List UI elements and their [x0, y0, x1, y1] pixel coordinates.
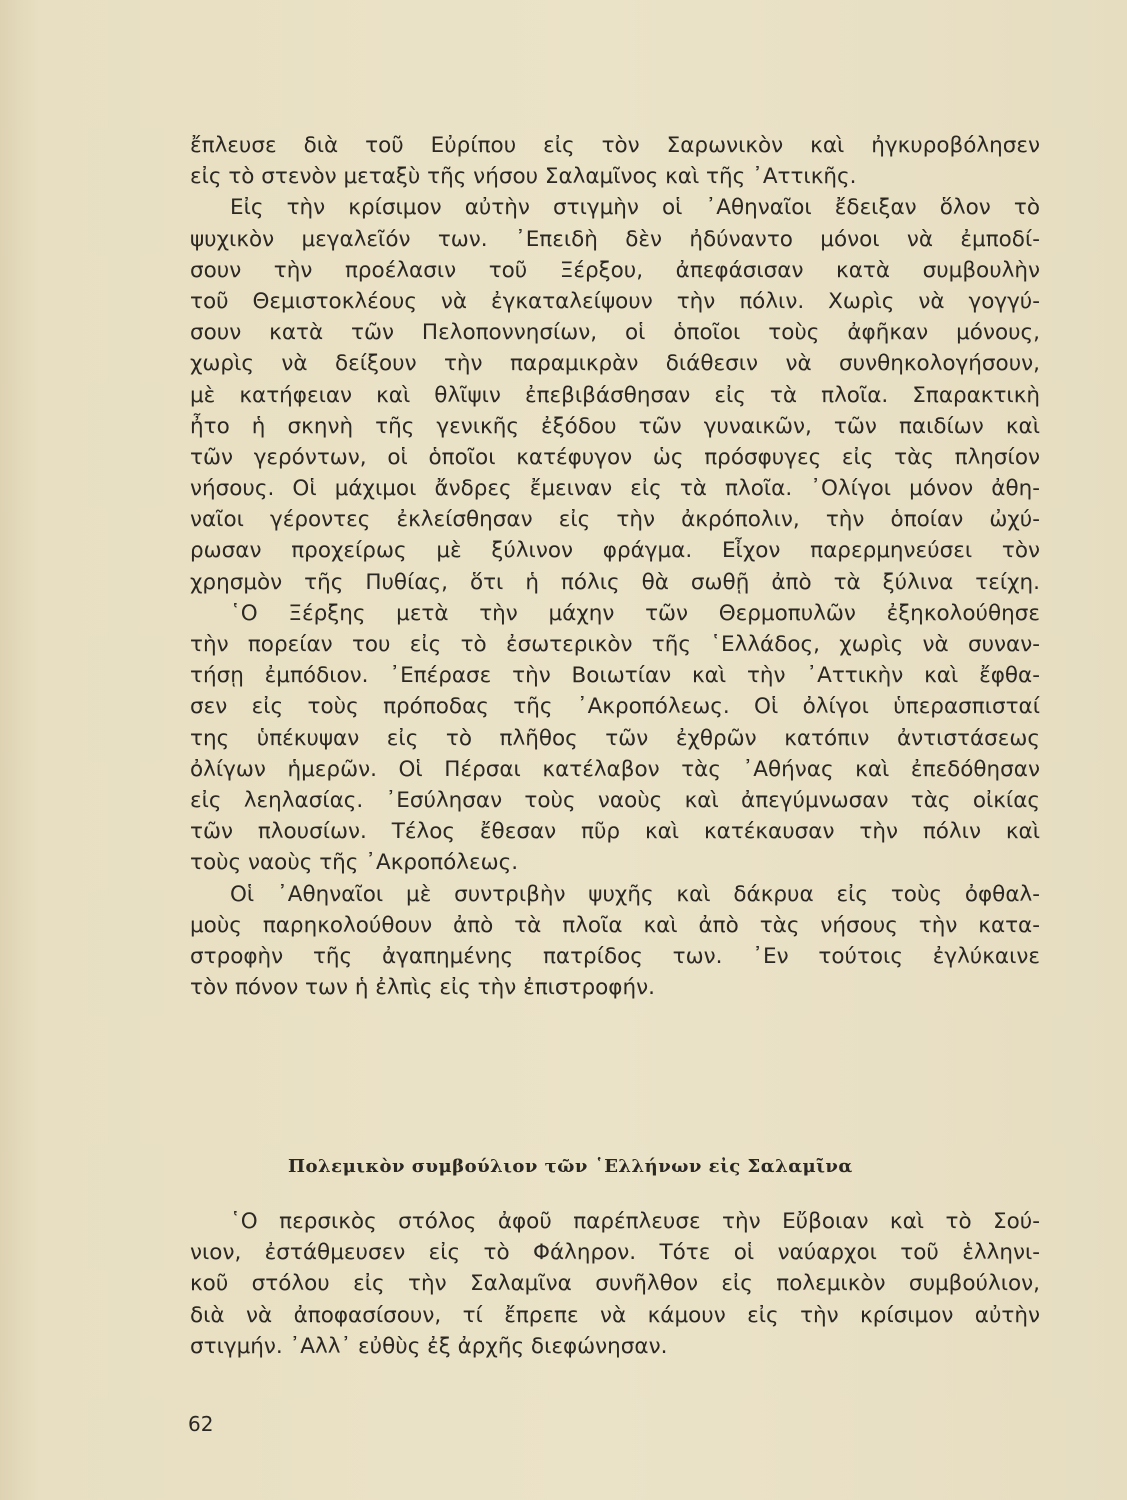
text-line: ψυχικὸν μεγαλεῖόν των. ᾿Επειδὴ δὲν ἠδύναντο μόνοι νὰ ἐμποδί- [190, 226, 1040, 252]
text-line: ὀλίγων ἡμερῶν. Οἱ Πέρσαι κατέλαβον τὰς ᾿Αθήνας καὶ ἐπεδόθησαν [190, 756, 1040, 782]
text-line: τὴν πορείαν του εἰς τὸ ἐσωτερικὸν τῆς ῾Ελλάδος, χωρὶς νὰ συναν- [190, 632, 1040, 657]
text-line: ἦτο ἡ σκηνὴ τῆς γενικῆς ἐξόδου τῶν γυναικῶν, τῶν παιδίων καὶ [190, 413, 1040, 439]
text-line: ρωσαν προχείρως μὲ ξύλινον φράγμα. Εἶχον παρερμηνεύσει τὸν [190, 538, 1040, 564]
text-line: Εἰς τὴν κρίσιμον αὐτὴν στιγμὴν οἱ ᾿Αθηναῖοι ἔδειξαν ὅλον τὸ [230, 195, 1040, 221]
text-line: κοῦ στόλου εἰς τὴν Σαλαμῖνα συνῆλθον εἰς πολεμικὸν συμβούλιον, [190, 1271, 1040, 1297]
text-line: σουν κατὰ τῶν Πελοποννησίων, οἱ ὁποῖοι τοὺς ἀφῆκαν μόνους, [190, 320, 1040, 346]
text-line: τοὺς ναοὺς τῆς ᾿Ακροπόλεως. [190, 850, 519, 876]
text-line: νήσους. Οἱ μάχιμοι ἄνδρες ἔμειναν εἰς τὰ πλοῖα. ᾿Ολίγοι μόνον ἀθη- [190, 476, 1040, 502]
text-line: Οἱ ᾿Αθηναῖοι μὲ συντριβὴν ψυχῆς καὶ δάκρυα εἰς τοὺς ὀφθαλ- [230, 881, 1040, 907]
text-line: μὲ κατήφειαν καὶ θλῖψιν ἐπεβιβάσθησαν εἰς τὰ πλοῖα. Σπαρακτικὴ [190, 382, 1040, 408]
text-line: χωρὶς νὰ δείξουν τὴν παραμικρὰν διάθεσιν νὰ συνθηκολογήσουν, [190, 351, 1040, 377]
main-text-section-2 [190, 1206, 1040, 1362]
text-line: ῾Ο Ξέρξης μετὰ τὴν μάχην τῶν Θερμοπυλῶν ἐξηκολούθησε [230, 600, 1040, 626]
text-line: ναῖοι γέροντες ἐκλείσθησαν εἰς τὴν ἀκρόπολιν, τὴν ὁποίαν ὠχύ- [190, 507, 1040, 533]
text-line: της ὑπέκυψαν εἰς τὸ πλῆθος τῶν ἐχθρῶν κατόπιν ἀντιστάσεως [190, 725, 1040, 751]
text-line: χρησμὸν τῆς Πυθίας, ὅτι ἡ πόλις θὰ σωθῇ ἀπὸ τὰ ξύλινα τείχη. [190, 569, 1040, 595]
text-line: στροφὴν τῆς ἀγαπημένης πατρίδος των. ᾿Εν τούτοις ἐγλύκαινε [190, 943, 1040, 969]
text-line: εἰς λεηλασίας. ᾿Εσύλησαν τοὺς ναοὺς καὶ ἀπεγύμνωσαν τὰς οἰκίας [190, 787, 1040, 813]
text-line: τῶν γερόντων, οἱ ὁποῖοι κατέφυγον ὡς πρόσφυγες εἰς τὰς πλησίον [190, 444, 1040, 470]
text-line: στιγμήν. ᾿Αλλ᾿ εὐθὺς ἐξ ἀρχῆς διεφώνησαν. [190, 1333, 668, 1359]
text-line: σουν τὴν προέλασιν τοῦ Ξέρξου, ἀπεφάσισαν κατὰ συμβουλὴν [190, 257, 1040, 283]
text-line: ἔπλευσε διὰ τοῦ Εὐρίπου εἰς τὸν Σαρωνικὸν καὶ ἠγκυροβόλησεν [190, 133, 1040, 158]
text-line: τὸν πόνον των ἡ ἐλπὶς εἰς τὴν ἐπιστροφήν. [190, 975, 655, 1001]
text-line: σεν εἰς τοὺς πρόποδας τῆς ᾿Ακροπόλεως. Οἱ ὀλίγοι ὑπερασπισταί [190, 694, 1040, 720]
text-line: νιον, ἐστάθμευσεν εἰς τὸ Φάληρον. Τότε οἱ ναύαρχοι τοῦ ἑλληνι- [190, 1240, 1040, 1266]
text-line: τοῦ Θεμιστοκλέους νὰ ἐγκαταλείψουν τὴν πόλιν. Χωρὶς νὰ γογγύ- [190, 288, 1040, 314]
text-line: εἰς τὸ στενὸν μεταξὺ τῆς νήσου Σαλαμῖνος καὶ τῆς ᾿Αττικῆς. [190, 164, 857, 190]
main-text-section-1 [190, 130, 1040, 1003]
section-heading: Πολεμικὸν συμβούλιον τῶν ῾Ελλήνων εἰς Σαλαμῖνα [288, 1156, 853, 1177]
text-line: μοὺς παρηκολούθουν ἀπὸ τὰ πλοῖα καὶ ἀπὸ τὰς νήσους τὴν κατα- [190, 912, 1040, 938]
page-number: 62 [188, 1412, 214, 1436]
text-line: τήσῃ ἐμπόδιον. ᾿Επέρασε τὴν Βοιωτίαν καὶ τὴν ᾿Αττικὴν καὶ ἔφθα- [190, 663, 1040, 689]
text-line: ῾Ο περσικὸς στόλος ἀφοῦ παρέπλευσε τὴν Εὔβοιαν καὶ τὸ Σού- [230, 1209, 1040, 1234]
text-line: διὰ νὰ ἀποφασίσουν, τί ἔπρεπε νὰ κάμουν εἰς τὴν κρίσιμον αὐτὴν [190, 1302, 1040, 1328]
text-line: τῶν πλουσίων. Τέλος ἔθεσαν πῦρ καὶ κατέκαυσαν τὴν πόλιν καὶ [190, 819, 1040, 845]
